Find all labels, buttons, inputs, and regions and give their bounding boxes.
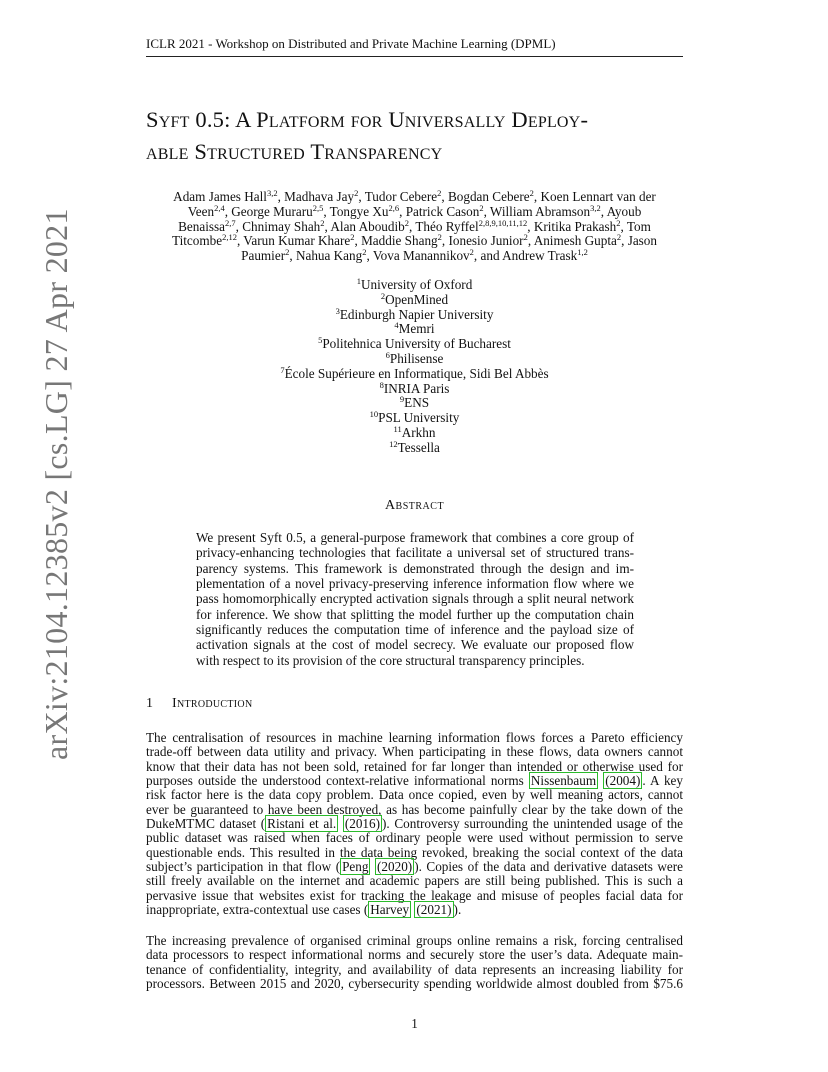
abstract-line: parency systems. This framework is demonstrated through the design and im- [196, 560, 634, 576]
citation-link[interactable]: Nissenbaum [530, 773, 597, 789]
paragraph-line: purposes outside the understood context-relative informational norms Nissenbaum (2004) . A key [146, 773, 684, 789]
abstract-line: with respect to its provision of the core structural transparency principles. [196, 652, 585, 668]
paragraph-line: data processors to respect informational norms and securely store the user’s data. Adequate main- [146, 947, 683, 963]
affiliation: $^{11}$Arkhn [393, 423, 436, 440]
paragraph-line: ever be guaranteed to have been destroyed, as has become painfully clear by the take down of the [146, 801, 683, 817]
citation-link[interactable]: Ristani et al. [267, 816, 337, 832]
affiliation: $^5$Politehnica University of Bucharest [318, 335, 511, 352]
affiliation: $^2$OpenMined [380, 290, 449, 307]
paragraph-line: know that their data has not been sold, retained for far longer than intended or otherwise used for [146, 758, 683, 774]
citation-link[interactable]: Harvey [370, 902, 410, 918]
abstract-heading: Abstract [384, 498, 445, 513]
citation-year-link[interactable]: (2016) [344, 816, 380, 832]
paragraph-line: tenance of confidentiality, integrity, and availability of data represents an increasing liability for [146, 961, 683, 977]
section-heading [146, 696, 683, 712]
abstract-line: plementation of a novel privacy-preserving inference information flow where we [196, 576, 634, 592]
title-line-1: Syft 0.5: A Platform for Universally Deploy- [146, 107, 589, 132]
affiliation: $^6$Philisense [385, 349, 444, 366]
author-line: Titcombe$^{2,12}$, Varun Kumar Khare$^2$, Maddie Shang$^2$, Ionesio Junior$^2$, Animesh Gupta$^2$, Jason [172, 232, 657, 249]
abstract-line: pass homomorphically encrypted activation signals through a split neural network [196, 591, 634, 607]
section-number: 1 [146, 696, 154, 711]
running-head: ICLR 2021 - Workshop on Distributed and Private Machine Learning (DPML) [146, 36, 683, 57]
abstract-line: significantly reduces the computation time of inference and the payload size of [196, 622, 634, 638]
paragraph-line: risk factor here is the data copy problem. Data once copied, even by well meaning actors, cannot [146, 787, 683, 803]
arxiv-stamp: arXiv:2104.12385v2 [cs.LG] 27 Apr 2021 [38, 208, 74, 760]
citation-link[interactable]: Peng [342, 859, 369, 875]
title-line-2: able Structured Transparency [146, 139, 443, 164]
intro-paragraph-1 [146, 731, 683, 917]
page-number: 1 [411, 1016, 418, 1031]
abstract-line: for inference. We show that splitting the model further up the computation chain [196, 606, 634, 622]
intro-paragraph-2 [146, 934, 683, 991]
paragraph-line: subject’s participation in that flow ( Peng (2020) ). Copies of the data and derivative datasets were [146, 859, 684, 875]
citation-year-link[interactable]: (2020) [377, 859, 413, 875]
paragraph-line: The increasing prevalence of organised criminal groups online remains a risk, forcing centralised [146, 933, 683, 948]
paragraph-line: questionable ends. This resulted in the data being revoked, breaking the social context of the data [146, 844, 683, 860]
author-list [146, 190, 683, 264]
abstract-line: We present Syft 0.5, a general-purpose framework that combines a core group of [196, 530, 634, 545]
paragraph-line: trade-off between data utility and privacy. When participating in these flows, data owners cannot [146, 744, 683, 760]
affiliation: $^7$École Supérieure en Informatique, Sidi Bel Abbès [280, 364, 549, 381]
author-line: Adam James Hall$^{3,2}$, Madhava Jay$^2$, Tudor Cebere$^2$, Bogdan Cebere$^2$, Koen Lennart van der [173, 188, 656, 204]
paragraph-line: inappropriate, extra-contextual use cases ( Harvey (2021) ). [146, 902, 462, 918]
abstract-body [196, 530, 634, 668]
affiliation: $^3$Edinburgh Napier University [335, 305, 494, 322]
author-line: Paumier$^2$, Nahua Kang$^2$, Vova Manannikov$^2$, and Andrew Trask$^{1,2}$ [241, 247, 588, 264]
paragraph-line: DukeMTMC dataset ( Ristani et al. (2016) ). Controversy surrounding the unintended usage of the [146, 816, 683, 832]
section-title: Introduction [172, 696, 253, 711]
paper-title [146, 104, 706, 168]
affiliation-list [146, 278, 683, 456]
paragraph-line: still freely available on the internet and academic papers are still being published. This is such a [146, 873, 683, 889]
author-line: Veen$^{2,4}$, George Muraru$^{2,5}$, Tongye Xu$^{2,6}$, Patrick Cason$^2$, William Abramson$^{3,2}$, Ayoub [187, 202, 642, 219]
paragraph-line: The centralisation of resources in machine learning information flows forces a Pareto efficiency [146, 730, 683, 745]
affiliation: $^1$University of Oxford [356, 276, 473, 292]
affiliation: $^{12}$Tessella [389, 438, 440, 455]
affiliation: $^{10}$PSL University [369, 409, 460, 426]
affiliation: $^9$ENS [399, 394, 430, 411]
citation-year-link[interactable]: (2004) [605, 773, 641, 789]
citation-year-link[interactable]: (2021) [416, 902, 452, 918]
paragraph-line: processors. Between 2015 and 2020, cybersecurity spending worldwide almost doubled from $75.6 [146, 976, 683, 992]
author-line: Benaissa$^{2,7}$, Chnimay Shah$^2$, Alan Aboudib$^2$, Théo Ryffel$^{2,8,9,10,11,12}$, Kritika Prakash$^2$, Tom [178, 217, 651, 234]
paragraph-line: public dataset was raised when faces of ordinary people were used without permission to serve [146, 830, 683, 846]
abstract-line: activation signals at the cost of model secrecy. We evaluate our proposed flow [196, 637, 634, 653]
affiliation: $^4$Memri [394, 320, 435, 337]
abstract-line: privacy-enhancing technologies that facilitate a universal set of structured trans- [196, 545, 634, 561]
paragraph-line: pervasive issue that websites exist for tracking the leakage and misuse of peoples facial data for [146, 887, 683, 903]
affiliation: $^8$INRIA Paris [379, 379, 450, 396]
